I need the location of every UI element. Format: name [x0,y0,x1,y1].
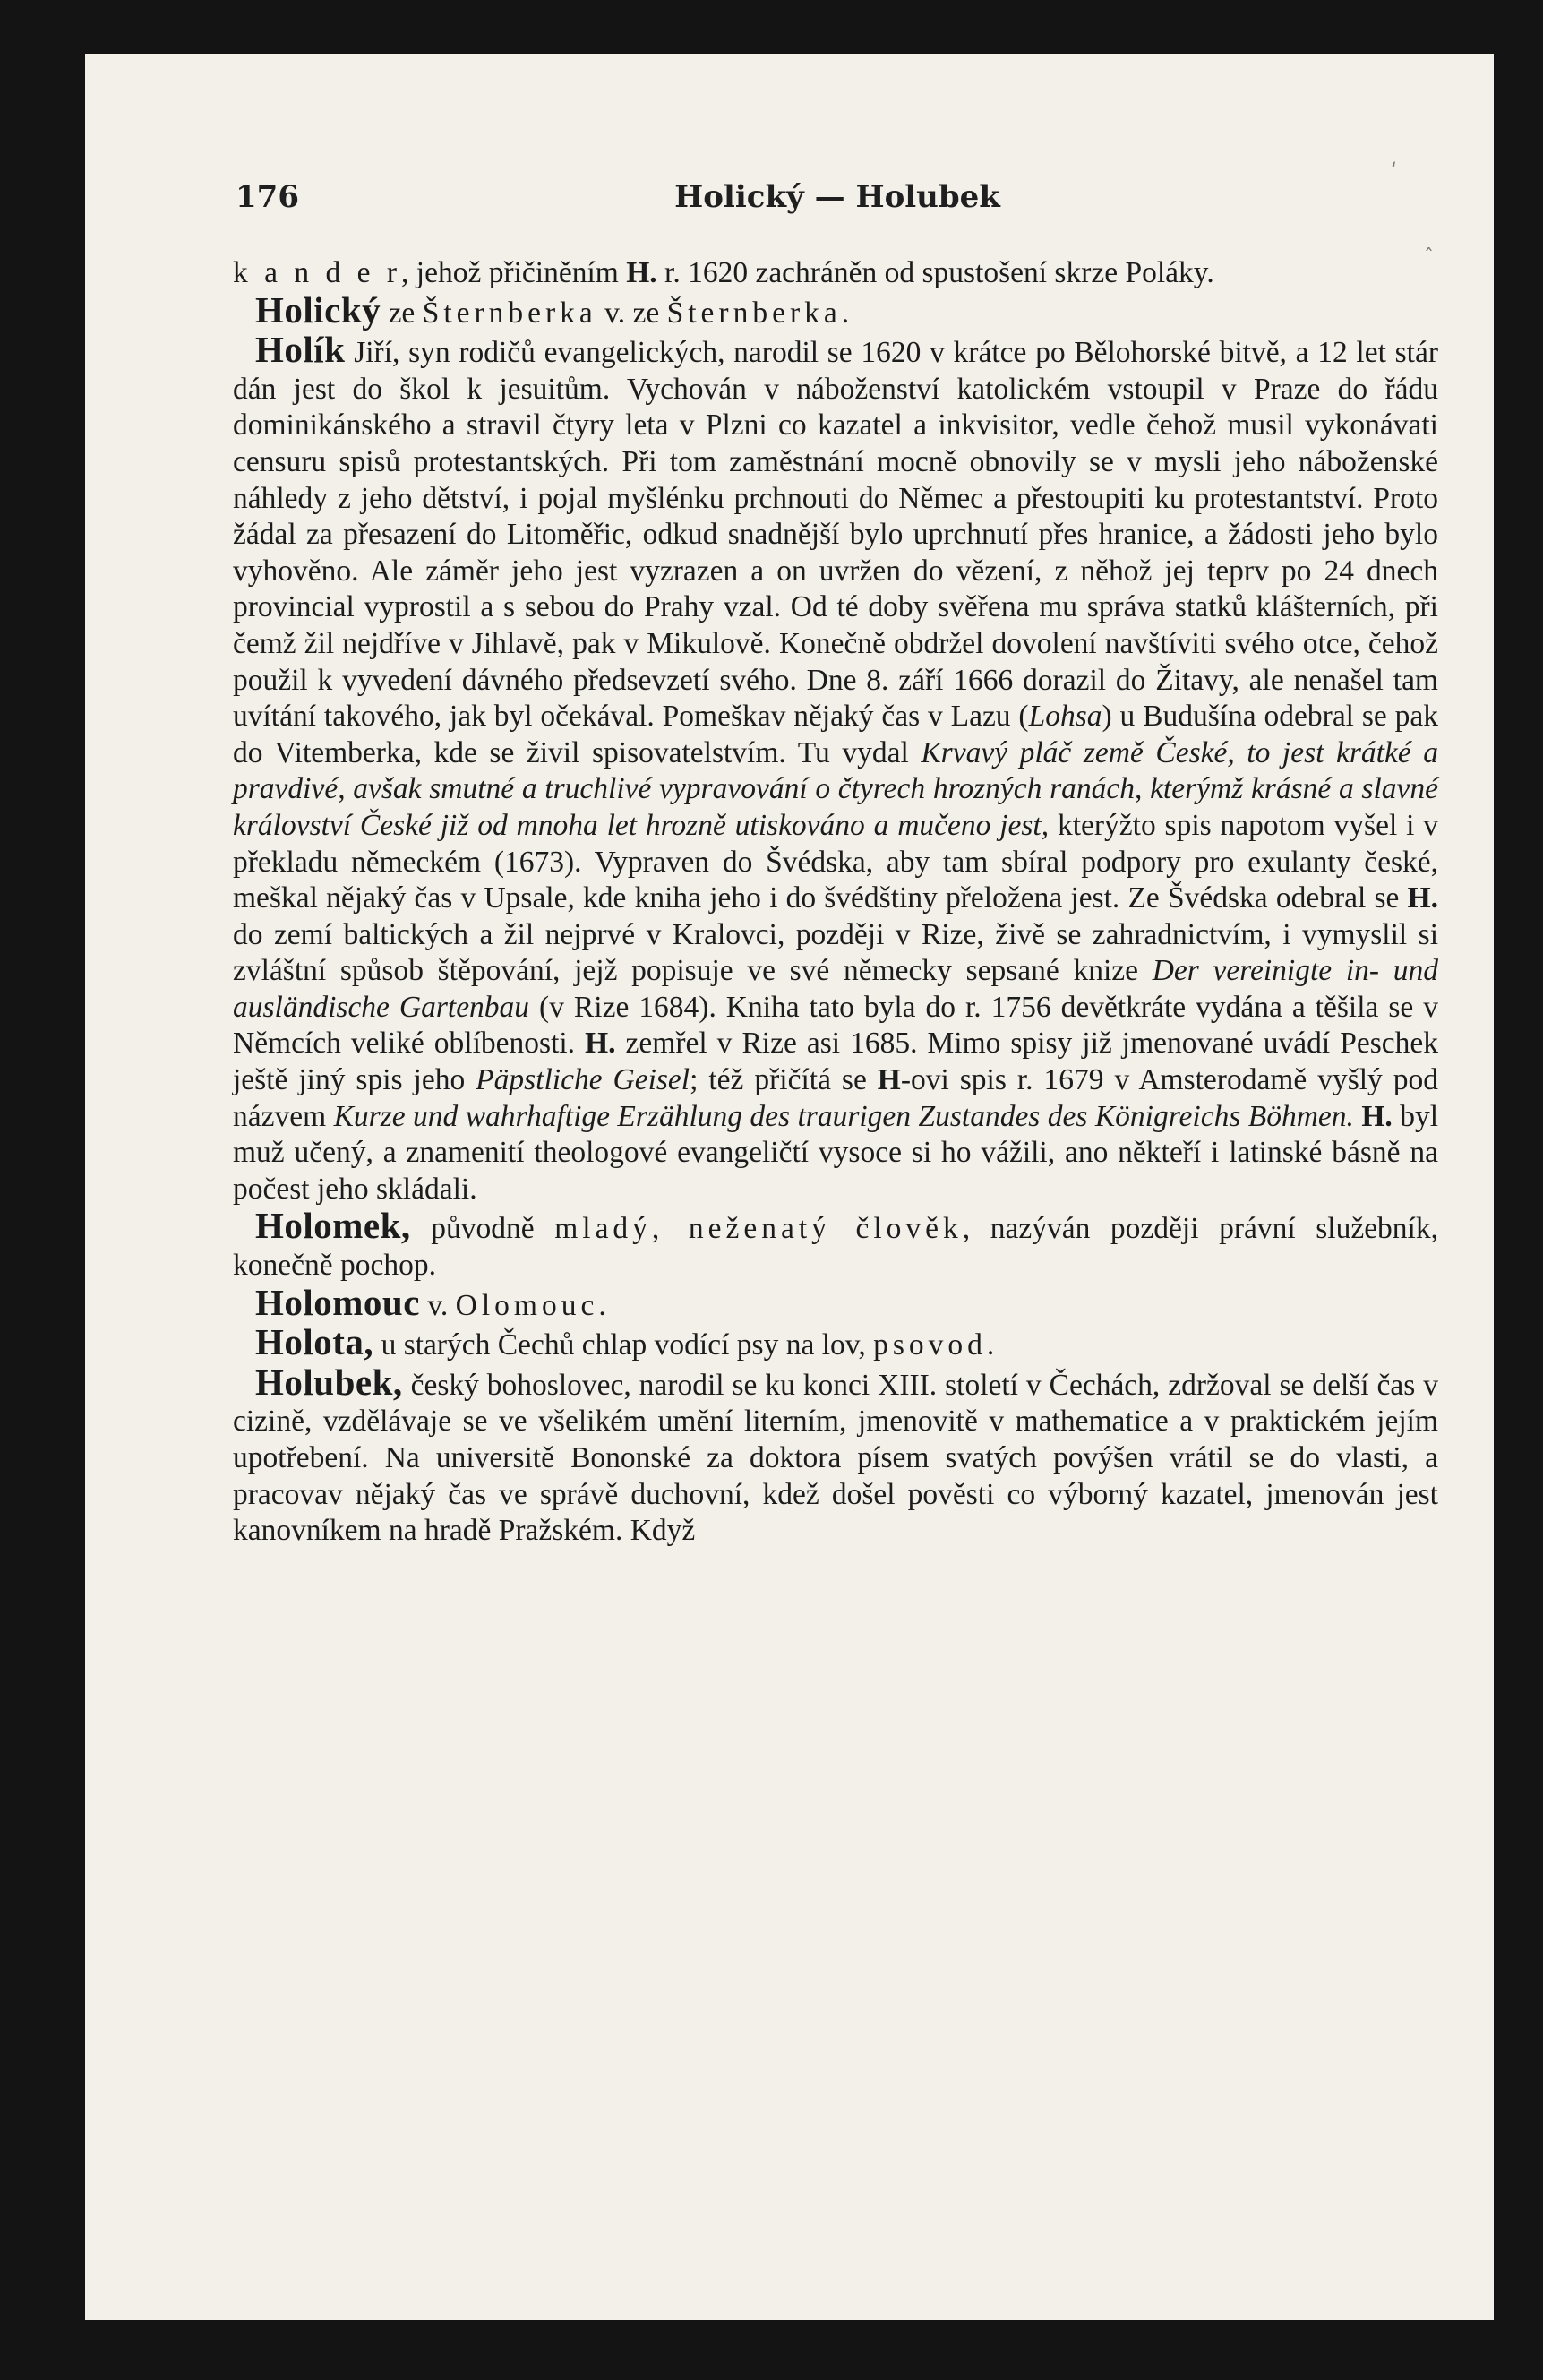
entry-headword: Holík [255,329,346,371]
entry-text: (v Rize 1684). Kniha tato byla do r. 1756 devětkráte vydána a těšila se v Němcích veliké oblíbenosti. [233,990,1438,1061]
entry-text: r. 1620 zachráněn od spustošení skrze Poláky. [656,256,1214,289]
entry-text: psovod [873,1328,987,1362]
entry-text: zemřel v Rize asi 1685. Mimo spisy již jmenované uvádí Peschek ještě jiný spis jeho [233,1027,1438,1097]
entry-text: byl muž učený, a znamenití theologové evangeličtí vysoce si ho vážili, ano někteří i latinské básně na počest jeho skládali. [233,1099,1439,1206]
entry-text: k a n d e r [233,256,402,289]
margin-mark: ˆ [1424,246,1434,269]
entry-text: , jehož přičiněním [401,256,627,289]
entry-text: ; též přičítá se [690,1063,878,1097]
entry-text: Kurze und wahrhaftige Erzählung des traurigen Zustandes des Königreichs Böhmen. [333,1099,1354,1133]
margin-mark: ‘ [1391,159,1397,182]
dictionary-entry [233,1321,1438,1364]
entry-text: Der vereinigte in- und ausländische Gartenbau [233,954,1438,1024]
entry-text: do zemí baltických a žil nejprvé v Kralovci, později v Rize, živě se zahradnictvím, i vymyslil si zvláštní spůsob štěpování, jejž popisuje ve své německy sepsané knize [233,917,1438,988]
entry-text: . [986,1328,995,1362]
entry-text: -ovi spis r. 1679 v Amsterodamě vyšlý pod názvem [233,1063,1438,1133]
entry-text: v. ze [596,296,667,330]
entry-text: ) u Budušína odebral se pak do Vitemberka, kde se živil spisovatelstvím. Tu vydal [233,700,1438,769]
entry-text: u starých Čechů chlap vodící psy na lov, [373,1328,874,1362]
entry-text: Šternberka [666,296,842,330]
entry-text: . [598,1288,606,1322]
entry-text: Jiří, syn rodičů evangelických, narodil se 1620 v krátce po Bělohorské bitvě, a 12 let stár dán jest do škol k jesuitům. Vychován v náboženství katolickém vstoupil v Praze do řádu dominikánského a stravil čtyry leta v Plzni co kazatel a inkvisitor, vedle čehož musil vykonávati censuru spisů protestantských. Při tom zaměstnání mocně obnovily se v mysli jeho náboženské náhledy z jeho dětství, i pojal myšlénku prchnouti do Němec a přestoupiti ku protestantství. Proto žádal za přesazení do Litoměřic, odkud snadnější bylo uprchnutí přes hranice, a žádosti jeho bylo vyhověno. Ale záměr jeho jest vyzrazen a on uvržen do vězení, z něhož jej teprv po 24 dnech provincial vyprostil a s sebou do Prahy vzal. Od té doby svěřena mu správa statků klášterních, při čemž žil nejdříve v Jihlavě, pak v Mikulově. Konečně obdržel dovolení navštíviti svého otce, čehož použil k vyvedení dávného předsevzetí svého. Dne 8. září 1666 dorazil do Žitavy, ale nenašel tam uvítání takového, jak byl očekával. Pomeškav nějaký čas v Lazu ( [233,336,1438,734]
dictionary-entry [233,288,1438,332]
page-number: 176 [236,179,299,215]
entry-text: H. [1407,881,1438,915]
entry-text: Päpstliche Geisel [476,1063,690,1097]
entry-text: Krvavý pláč země České, to jest krátké a pravdivé, avšak smutné a truchlivé vypravování o čtyrech hrozných ranách, kterýmž krásné a slavné království České již od mnoha let hrozně utiskováno a mučeno jest, [233,735,1438,842]
entry-headword: Holomouc [255,1281,420,1323]
entry-text: český bohoslovec, narodil se ku konci XIII. století v Čechách, zdržoval se delší čas v cizině, vzdělávaje se ve všelikém umění literním, jmenovitě v mathematice a v praktickém jejím upotřebení. Na universitě Bononské za doktora písem svatých povýšen vrátil se do vlasti, a pracovav nějaký čas ve správě duchovní, kdež došel pověsti co výborný kazatel, jmenován jest kanovníkem na hradě Pražském. Když [233,1368,1438,1548]
entry-text: H. [626,256,657,289]
entry-text: původně [410,1212,555,1246]
entry-text: v. [419,1288,456,1322]
entry-headword: Holota, [255,1321,374,1363]
dictionary-entry [233,255,1438,292]
entry-text: . [841,296,850,330]
entry-text: Šternberka [422,296,597,330]
entry-headword: Holický [255,288,381,331]
book-page [85,54,1494,2320]
entry-headword: Holomek, [255,1205,411,1247]
entry-text: H [877,1063,901,1097]
entry-text: Lohsa [1028,700,1102,734]
running-head: Holický — Holubek [674,179,1000,215]
dictionary-entry [233,1207,1438,1284]
entry-text: , nazýván později právní služebník, konečně pochop. [233,1212,1438,1283]
entry-text: H. [1361,1099,1393,1133]
dictionary-entry [233,1281,1438,1325]
entry-text: H. [585,1027,616,1061]
entry-text: mladý, neženatý člověk [554,1212,963,1246]
dictionary-entry [233,1361,1438,1550]
entry-text: kterýžto spis napotom vyšel i v překladu německém (1673). Vypraven do Švédska, aby tam sbíral podpory pro exulanty české, meškal nějaký čas v Upsale, kde kniha jeho i do švédštiny přeložena jest. Ze Švédska odebral se [233,808,1438,915]
page-header [236,179,1439,224]
dictionary-entry [233,331,1438,1207]
entry-headword: Holubek, [255,1361,403,1403]
entry-text: Olomouc [455,1288,599,1322]
dictionary-text [233,255,1438,1550]
entry-text: ze [381,296,423,330]
